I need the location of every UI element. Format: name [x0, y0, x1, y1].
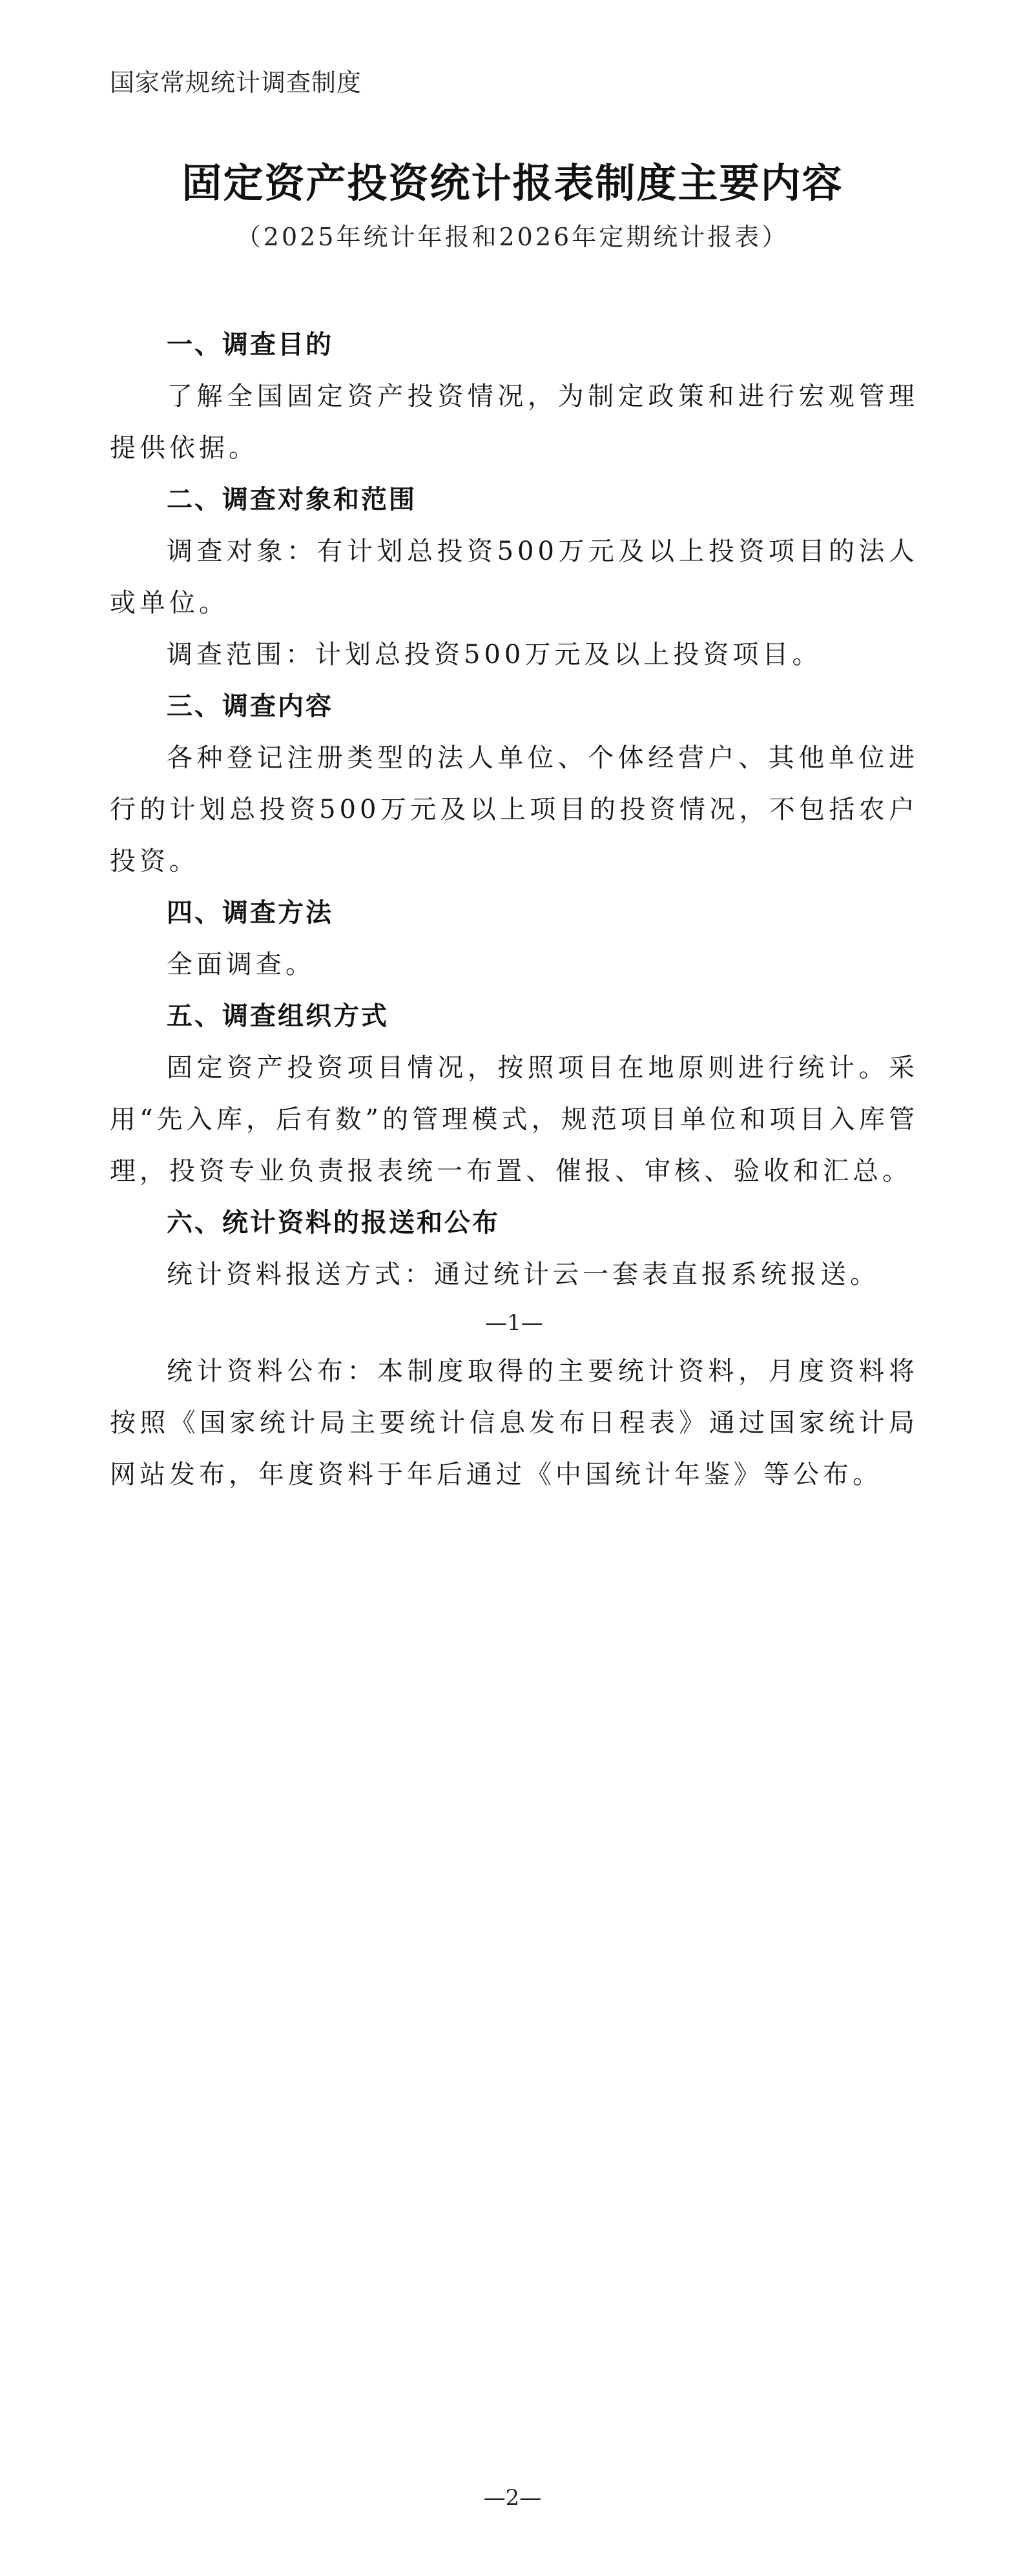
section-heading-scope: 二、调查对象和范围 [167, 485, 417, 515]
document-body [110, 319, 918, 1500]
paragraph-organization: 固定资产投资项目情况，按照项目在地原则进行统计。采用“先入库，后有数”的管理模式，规范项目单位和项目入库管理，投资专业负责报表统一布置、催报、审核、验收和汇总。 [110, 1053, 918, 1186]
paragraph-survey-object: 调查对象：有计划总投资500万元及以上投资项目的法人或单位。 [110, 537, 918, 618]
document-header: 国家常规统计调查制度 [110, 68, 362, 97]
page-number-2: —2— [483, 2485, 542, 2511]
paragraph-reporting-method: 统计资料报送方式：通过统计云一套表直报系统报送。 [167, 1260, 880, 1289]
section-heading-purpose: 一、调查目的 [167, 330, 333, 360]
paragraph-content: 各种登记注册类型的法人单位、个体经营户、其他单位进行的计划总投资500万元及以上项目的投资情况，不包括农户投资。 [110, 743, 918, 876]
paragraph-survey-range: 调查范围：计划总投资500万元及以上投资项目。 [167, 640, 822, 670]
paragraph-purpose: 了解全国固定资产投资情况，为制定政策和进行宏观管理提供依据。 [110, 382, 918, 463]
document-subtitle: （2025年统计年报和2026年定期统计报表） [236, 223, 789, 251]
section-heading-reporting: 六、统计资料的报送和公布 [167, 1208, 500, 1238]
section-heading-organization: 五、调查组织方式 [167, 1001, 389, 1031]
paragraph-method: 全面调查。 [167, 950, 315, 979]
page-number-1: —1— [485, 1310, 543, 1336]
section-heading-content: 三、调查内容 [167, 691, 333, 721]
paragraph-publication: 统计资料公布：本制度取得的主要统计资料，月度资料将按照《国家统计局主要统计信息发布日程表》通过国家统计局网站发布，年度资料于年后通过《中国统计年鉴》等公布。 [110, 1356, 918, 1489]
section-heading-method: 四、调查方法 [167, 898, 333, 928]
document-title: 固定资产投资统计报表制度主要内容 [181, 159, 844, 207]
